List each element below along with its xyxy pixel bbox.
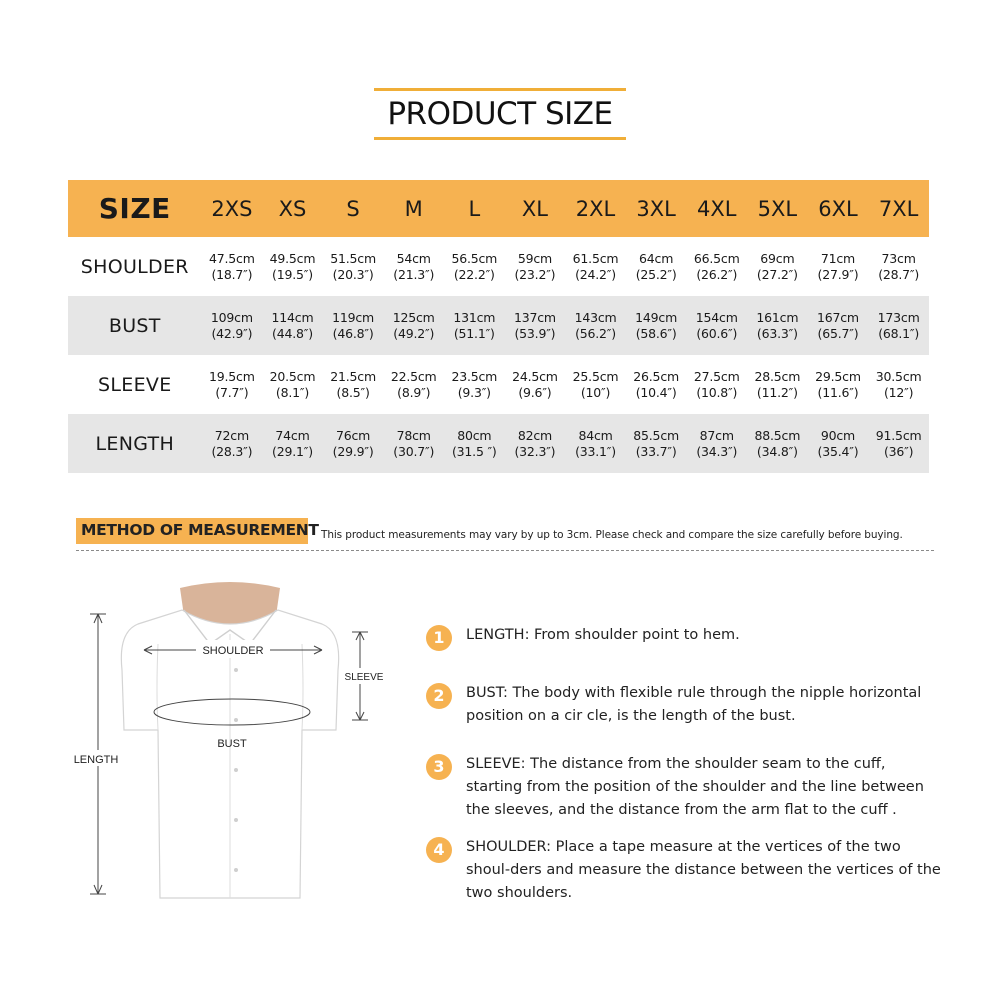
measurement-cell bbox=[505, 355, 566, 414]
inch-value: (22.2″) bbox=[453, 266, 495, 282]
cm-value: 69cm bbox=[760, 250, 795, 266]
size-chart-table bbox=[68, 180, 929, 473]
measurement-cell bbox=[808, 355, 869, 414]
button bbox=[234, 768, 238, 772]
button bbox=[234, 718, 238, 722]
cm-value: 21.5cm bbox=[330, 368, 376, 384]
measurement-cell bbox=[444, 237, 505, 296]
inch-value: (10″) bbox=[580, 384, 611, 400]
measurement-cell bbox=[505, 237, 566, 296]
cm-value: 161cm bbox=[756, 309, 799, 325]
measurement-cell bbox=[262, 296, 323, 355]
inch-value: (24.2″) bbox=[575, 266, 616, 282]
cm-value: 109cm bbox=[210, 309, 253, 325]
inch-value: (27.9″) bbox=[817, 266, 859, 282]
measurement-cell bbox=[383, 237, 444, 296]
measurement-cell bbox=[626, 355, 687, 414]
measurement-cell bbox=[747, 414, 808, 473]
measurement-cell bbox=[626, 296, 687, 355]
inch-value: (68.1″) bbox=[878, 325, 920, 341]
step-number-badge: 1 bbox=[426, 625, 452, 651]
inch-value: (33.1″) bbox=[575, 443, 616, 459]
inch-value: (11.6″) bbox=[817, 384, 859, 400]
cm-value: 22.5cm bbox=[390, 368, 437, 384]
measurement-cell bbox=[262, 237, 323, 296]
cm-value: 64cm bbox=[639, 250, 674, 266]
measurement-row bbox=[68, 237, 929, 296]
size-label: 6XL bbox=[818, 196, 858, 221]
measurement-cell bbox=[686, 237, 747, 296]
cm-value: 114cm bbox=[271, 309, 314, 325]
size-label: S bbox=[346, 196, 360, 221]
inch-value: (23.2″) bbox=[514, 266, 556, 282]
cm-value: 54cm bbox=[396, 250, 431, 266]
inch-value: (34.3″) bbox=[696, 443, 738, 459]
inch-value: (28.7″) bbox=[878, 266, 920, 282]
cm-value: 90cm bbox=[820, 427, 856, 443]
inch-value: (9.3″) bbox=[457, 384, 491, 400]
cm-value: 29.5cm bbox=[815, 368, 861, 384]
inch-value: (21.3″) bbox=[393, 266, 435, 282]
button bbox=[234, 868, 238, 872]
inch-value: (18.7″) bbox=[211, 266, 253, 282]
measurement-cell bbox=[202, 414, 263, 473]
inch-value: (34.8″) bbox=[756, 443, 798, 459]
cm-value: 78cm bbox=[396, 427, 431, 443]
measurement-row bbox=[68, 414, 929, 473]
inch-value: (56.2″) bbox=[575, 325, 616, 341]
measurement-row bbox=[68, 355, 929, 414]
measurement-cell bbox=[747, 296, 808, 355]
size-label: 4XL bbox=[697, 196, 737, 221]
inch-value: (49.2″) bbox=[393, 325, 435, 341]
measurement-cell bbox=[868, 355, 929, 414]
size-table-body bbox=[68, 237, 929, 473]
cm-value: 149cm bbox=[635, 309, 678, 325]
measurement-cell bbox=[565, 355, 626, 414]
inch-value: (26.2″) bbox=[696, 266, 738, 282]
inch-value: (27.2″) bbox=[756, 266, 798, 282]
inch-value: (58.6″) bbox=[635, 325, 677, 341]
inch-value: (31.5 ″) bbox=[451, 443, 497, 459]
inch-value: (20.3″) bbox=[332, 266, 374, 282]
measurement-cell bbox=[565, 237, 626, 296]
shoulder-label: SHOULDER bbox=[202, 645, 264, 657]
measurement-cell bbox=[444, 355, 505, 414]
measurement-cell bbox=[565, 414, 626, 473]
size-label: 3XL bbox=[636, 196, 676, 221]
inch-value: (10.8″) bbox=[696, 384, 738, 400]
measurement-cell bbox=[565, 296, 626, 355]
cm-value: 80cm bbox=[457, 427, 492, 443]
measurement-cell bbox=[868, 296, 929, 355]
inch-value: (11.2″) bbox=[756, 384, 798, 400]
measurement-cell bbox=[686, 414, 747, 473]
cm-value: 88.5cm bbox=[754, 427, 801, 443]
inch-value: (8.1″) bbox=[275, 384, 310, 400]
inch-value: (51.1″) bbox=[453, 325, 495, 341]
inch-value: (65.7″) bbox=[817, 325, 859, 341]
measurement-cell bbox=[323, 296, 384, 355]
cm-value: 125cm bbox=[392, 309, 435, 325]
button bbox=[234, 818, 238, 822]
measurement-cell bbox=[747, 237, 808, 296]
measurement-cell bbox=[323, 237, 384, 296]
row-label: LENGTH bbox=[95, 432, 175, 455]
inch-value: (10.4″) bbox=[635, 384, 677, 400]
title-block bbox=[374, 88, 626, 140]
row-label: SHOULDER bbox=[80, 255, 189, 278]
sleeve-label: SLEEVE bbox=[344, 672, 384, 683]
inch-value: (29.9″) bbox=[332, 443, 374, 459]
cm-value: 74cm bbox=[275, 427, 310, 443]
bust-label: BUST bbox=[217, 738, 247, 750]
measurement-cell bbox=[383, 355, 444, 414]
size-label: XS bbox=[278, 196, 307, 221]
cm-value: 59cm bbox=[517, 250, 552, 266]
inch-value: (35.4″) bbox=[817, 443, 859, 459]
inch-value: (7.7″) bbox=[215, 384, 249, 400]
method-note: This product measurements may vary by up to 3cm. Please check and compare the size carefully before buying. bbox=[321, 529, 903, 541]
size-label: L bbox=[468, 196, 481, 221]
inch-value: (8.5″) bbox=[336, 384, 370, 400]
measurement-cell bbox=[808, 414, 869, 473]
page-title: PRODUCT SIZE bbox=[387, 96, 613, 132]
cm-value: 25.5cm bbox=[572, 368, 619, 384]
instruction-text: SLEEVE: The distance from the shoulder seam to the cuff, starting from the position of the shoulder and the line between the sleeves, and the distance from the arm flat to the cuff . bbox=[466, 756, 924, 818]
cm-value: 84cm bbox=[578, 427, 613, 443]
cm-value: 72cm bbox=[214, 427, 249, 443]
cm-value: 85.5cm bbox=[633, 427, 679, 443]
cm-value: 26.5cm bbox=[633, 368, 679, 384]
measurement-cell bbox=[262, 414, 323, 473]
row-label: SLEEVE bbox=[98, 373, 172, 396]
step-number-badge: 4 bbox=[426, 837, 452, 863]
cm-value: 49.5cm bbox=[269, 250, 316, 266]
measurement-cell bbox=[202, 296, 263, 355]
shirt-diagram bbox=[60, 580, 400, 900]
measurement-cell bbox=[868, 414, 929, 473]
cm-value: 23.5cm bbox=[451, 368, 498, 384]
size-label: 2XL bbox=[575, 196, 616, 221]
measurement-cell bbox=[808, 296, 869, 355]
size-column-header: SIZE bbox=[98, 192, 171, 225]
step-number-badge: 3 bbox=[426, 754, 452, 780]
measurement-cell bbox=[323, 355, 384, 414]
measurement-cell bbox=[505, 414, 566, 473]
cm-value: 76cm bbox=[336, 427, 371, 443]
measurement-cell bbox=[868, 237, 929, 296]
cm-value: 71cm bbox=[820, 250, 856, 266]
size-label: M bbox=[404, 196, 423, 221]
cm-value: 47.5cm bbox=[209, 250, 255, 266]
inch-value: (60.6″) bbox=[696, 325, 738, 341]
cm-value: 51.5cm bbox=[330, 250, 376, 266]
inch-value: (29.1″) bbox=[272, 443, 313, 459]
inch-value: (63.3″) bbox=[756, 325, 798, 341]
dashed-divider bbox=[76, 550, 934, 551]
measurement-cell bbox=[686, 296, 747, 355]
measurement-cell bbox=[202, 237, 263, 296]
measurement-row bbox=[68, 296, 929, 355]
measurement-cell bbox=[626, 237, 687, 296]
cm-value: 73cm bbox=[881, 250, 916, 266]
measurement-cell bbox=[626, 414, 687, 473]
button bbox=[234, 668, 238, 672]
inch-value: (30.7″) bbox=[393, 443, 435, 459]
cm-value: 66.5cm bbox=[693, 250, 740, 266]
instruction-text: SHOULDER: Place a tape measure at the vertices of the two shoul-ders and measure the distance between the vertices of the two shoulders. bbox=[466, 839, 941, 901]
cm-value: 19.5cm bbox=[209, 368, 255, 384]
cm-value: 56.5cm bbox=[451, 250, 498, 266]
cm-value: 24.5cm bbox=[512, 368, 558, 384]
inch-value: (9.6″) bbox=[518, 384, 552, 400]
measurement-cell bbox=[747, 355, 808, 414]
cm-value: 137cm bbox=[513, 309, 556, 325]
cm-value: 131cm bbox=[453, 309, 496, 325]
cm-value: 30.5cm bbox=[875, 368, 922, 384]
cm-value: 167cm bbox=[817, 309, 859, 325]
inch-value: (46.8″) bbox=[332, 325, 374, 341]
measurement-cell bbox=[686, 355, 747, 414]
measurement-cell bbox=[383, 414, 444, 473]
measurement-cell bbox=[505, 296, 566, 355]
measurement-cell bbox=[323, 414, 384, 473]
cm-value: 154cm bbox=[695, 309, 738, 325]
inch-value: (28.3″) bbox=[211, 443, 253, 459]
cm-value: 119cm bbox=[332, 309, 375, 325]
row-label: BUST bbox=[108, 314, 161, 337]
inch-value: (32.3″) bbox=[514, 443, 556, 459]
size-header-row bbox=[68, 180, 929, 237]
cm-value: 82cm bbox=[517, 427, 552, 443]
size-label: 5XL bbox=[757, 196, 798, 221]
cm-value: 61.5cm bbox=[572, 250, 619, 266]
inch-value: (12″) bbox=[883, 384, 914, 400]
cm-value: 20.5cm bbox=[269, 368, 316, 384]
instruction-text: BUST: The body with flexible rule through the nipple horizontal position on a cir cle, is the length of the bust. bbox=[466, 685, 922, 724]
shirt-measurement-figure bbox=[60, 580, 400, 900]
cm-value: 87cm bbox=[699, 427, 734, 443]
size-label: 2XS bbox=[211, 196, 253, 221]
cm-value: 173cm bbox=[877, 309, 920, 325]
measurement-cell bbox=[444, 296, 505, 355]
inch-value: (25.2″) bbox=[635, 266, 677, 282]
inch-value: (53.9″) bbox=[514, 325, 556, 341]
instruction-text: LENGTH: From shoulder point to hem. bbox=[466, 627, 740, 643]
inch-value: (44.8″) bbox=[272, 325, 313, 341]
inch-value: (33.7″) bbox=[635, 443, 677, 459]
cm-value: 28.5cm bbox=[754, 368, 801, 384]
length-label: LENGTH bbox=[73, 754, 119, 766]
cm-value: 143cm bbox=[574, 309, 617, 325]
inch-value: (42.9″) bbox=[211, 325, 253, 341]
method-heading: METHOD OF MEASUREMENT bbox=[81, 521, 319, 539]
size-label: 7XL bbox=[878, 196, 919, 221]
measurement-cell bbox=[262, 355, 323, 414]
measurement-cell bbox=[202, 355, 263, 414]
measurement-cell bbox=[383, 296, 444, 355]
inch-value: (36″) bbox=[883, 443, 914, 459]
cm-value: 27.5cm bbox=[693, 368, 740, 384]
measurement-cell bbox=[444, 414, 505, 473]
measurement-cell bbox=[808, 237, 869, 296]
cm-value: 91.5cm bbox=[875, 427, 922, 443]
inch-value: (19.5″) bbox=[272, 266, 313, 282]
step-number-badge: 2 bbox=[426, 683, 452, 709]
inch-value: (8.9″) bbox=[397, 384, 431, 400]
size-label: XL bbox=[521, 196, 548, 221]
